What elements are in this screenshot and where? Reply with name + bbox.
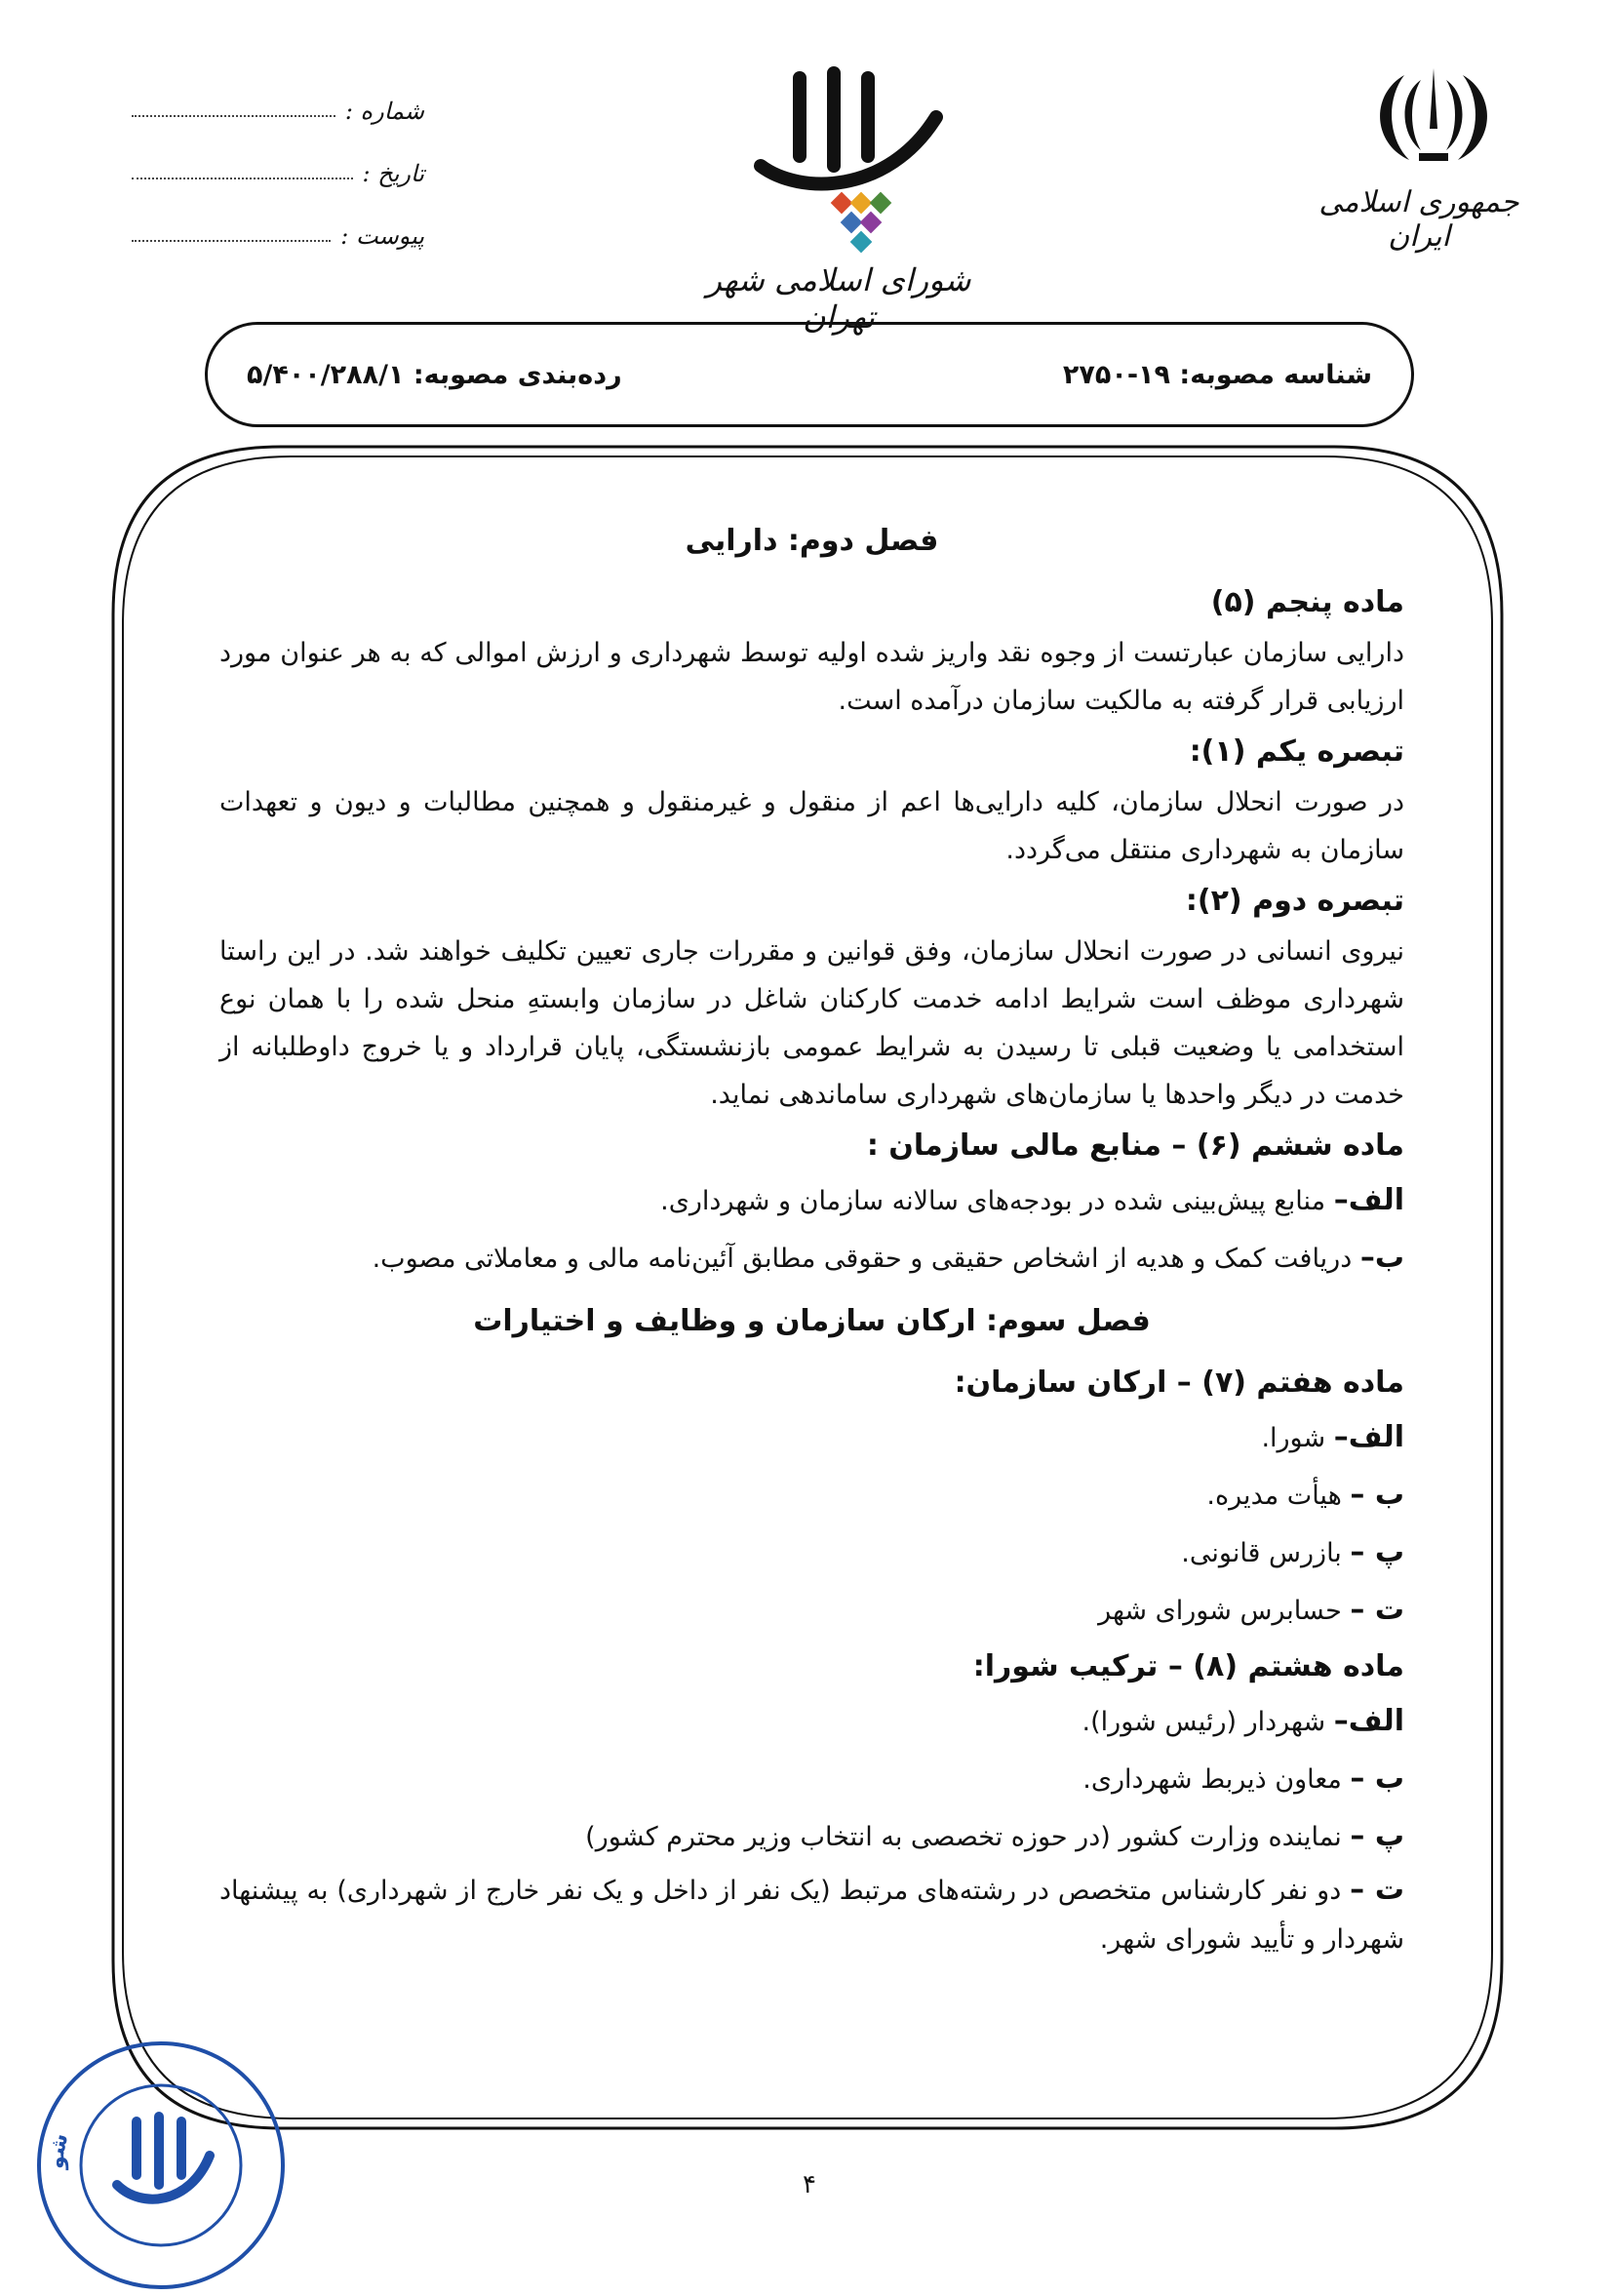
- item-key: الف–: [1333, 1704, 1404, 1738]
- item-text: هیأت مدیره.: [1206, 1481, 1351, 1511]
- article7-item: [219, 1409, 1404, 1467]
- date-label: تاریخ :: [362, 160, 424, 187]
- iran-caption: جمهوری اسلامی ایران: [1318, 185, 1519, 254]
- item-key: الف–: [1333, 1420, 1404, 1454]
- article7-item: [219, 1524, 1404, 1582]
- council-logo-icon: [741, 59, 965, 263]
- iran-emblem-icon: [1360, 60, 1507, 168]
- number-field: [132, 86, 424, 125]
- item-key: پ –: [1350, 1535, 1404, 1569]
- date-dots: [132, 176, 353, 179]
- number-dots: [132, 113, 335, 117]
- article8-title: ماده هشتم (۸) – ترکیب شورا:: [972, 1649, 1404, 1683]
- attachment-field: [132, 211, 424, 250]
- item-key: الف–: [1333, 1183, 1404, 1217]
- item-text: شهردار (رئیس شورا).: [1082, 1707, 1334, 1737]
- item-key: ت –: [1350, 1593, 1404, 1627]
- number-label: شماره :: [344, 98, 424, 125]
- attachment-dots: [132, 238, 331, 242]
- item-key: ب –: [1350, 1762, 1404, 1796]
- chapter3-title: فصل سوم: ارکان سازمان و وظایف و اختیارات: [473, 1304, 1151, 1338]
- article5-text: دارایی سازمان عبارتست از وجوه نقد واریز شده اولیه توسط شهرداری و ارزش اموالی که به هر عنوان مورد ارزیابی قرار گرفته به مالکیت سازمان درآمده است.: [219, 638, 1404, 716]
- article7-title: ماده هفتم (۷) – ارکان سازمان:: [954, 1366, 1404, 1400]
- document-body: [219, 507, 1404, 1964]
- council-caption: شورای اسلامی شهر تهران: [706, 261, 971, 336]
- council-stamp: [34, 2039, 288, 2292]
- page-number: ۴: [803, 2170, 816, 2199]
- approval-id: شناسه مصوبه: ۱۹-۲۷۵۰: [1062, 359, 1372, 390]
- article7-item: [219, 1467, 1404, 1524]
- stamp-logo-icon: [117, 2117, 210, 2199]
- item-text: دو نفر کارشناس متخصص در رشته‌های مرتبط (یک نفر از داخل و یک نفر خارج از شهرداری) به پیشنهاد شهردار و تأیید شورای شهر.: [219, 1876, 1404, 1955]
- item-text: حسابرس شورای شهر: [1098, 1596, 1351, 1626]
- note2-title: تبصره دوم (۲):: [1185, 884, 1404, 918]
- reference-box: [205, 322, 1414, 427]
- article7-item: [219, 1582, 1404, 1640]
- article8-item: [219, 1808, 1404, 1866]
- item-key: پ –: [1350, 1819, 1404, 1853]
- item-key: ب–: [1359, 1241, 1404, 1275]
- date-field: [132, 148, 424, 187]
- item-text: دریافت کمک و هدیه از اشخاص حقیقی و حقوقی مطابق آئین‌نامه مالی و معاملاتی مصوب.: [372, 1244, 1360, 1274]
- approval-classification: رده‌بندی مصوبه: ۵/۴۰۰/۲۸۸/۱: [247, 359, 622, 390]
- note1-title: تبصره یکم (۱):: [1189, 734, 1404, 769]
- article8-item: [219, 1866, 1404, 1964]
- article6-title: ماده ششم (۶) – منابع مالی سازمان :: [866, 1128, 1404, 1163]
- article8-item: [219, 1693, 1404, 1751]
- item-key: ب –: [1350, 1478, 1404, 1512]
- item-text: معاون ذیربط شهرداری.: [1082, 1764, 1351, 1795]
- item-text: شورا.: [1261, 1423, 1334, 1453]
- attachment-label: پیوست :: [340, 222, 424, 250]
- article8-item: [219, 1751, 1404, 1808]
- article6-item: [219, 1230, 1404, 1287]
- article6-item: [219, 1172, 1404, 1230]
- item-key: ت –: [1350, 1873, 1405, 1907]
- item-text: نماینده وزارت کشور (در حوزه تخصصی به انتخاب وزیر محترم کشور): [585, 1822, 1351, 1852]
- chapter2-title: فصل دوم: دارایی: [685, 524, 939, 558]
- note2-text: نیروی انسانی در صورت انحلال سازمان، وفق قوانین و مقررات جاری تعیین تکلیف خواهند شد. در این راستا شهرداری موظف است شرایط ادامه خدمت کارکنان شاغل در سازمان وابستهِ منحل شده را با همان نوع استخدامی یا وضعیت قبلی تا رسیدن به شرایط عمومی بازنشستگی، پایان قرارداد و یا خروج داوطلبانه از خدمت در دیگر واحدها یا سازمان‌های شهرداری ساماندهی نماید.: [219, 936, 1404, 1110]
- item-text: منابع پیش‌بینی شده در بودجه‌های سالانه سازمان و شهرداری.: [660, 1186, 1334, 1216]
- note1-text: در صورت انحلال سازمان، کلیه دارایی‌ها اعم از منقول و غیرمنقول و همچنین مطالبات و دیون و تعهدات سازمان به شهرداری منتقل می‌گردد.: [219, 787, 1404, 865]
- stamp-text: شو: [44, 2131, 74, 2170]
- item-text: بازرس قانونی.: [1181, 1538, 1351, 1568]
- article5-title: ماده پنجم (۵): [1210, 585, 1404, 619]
